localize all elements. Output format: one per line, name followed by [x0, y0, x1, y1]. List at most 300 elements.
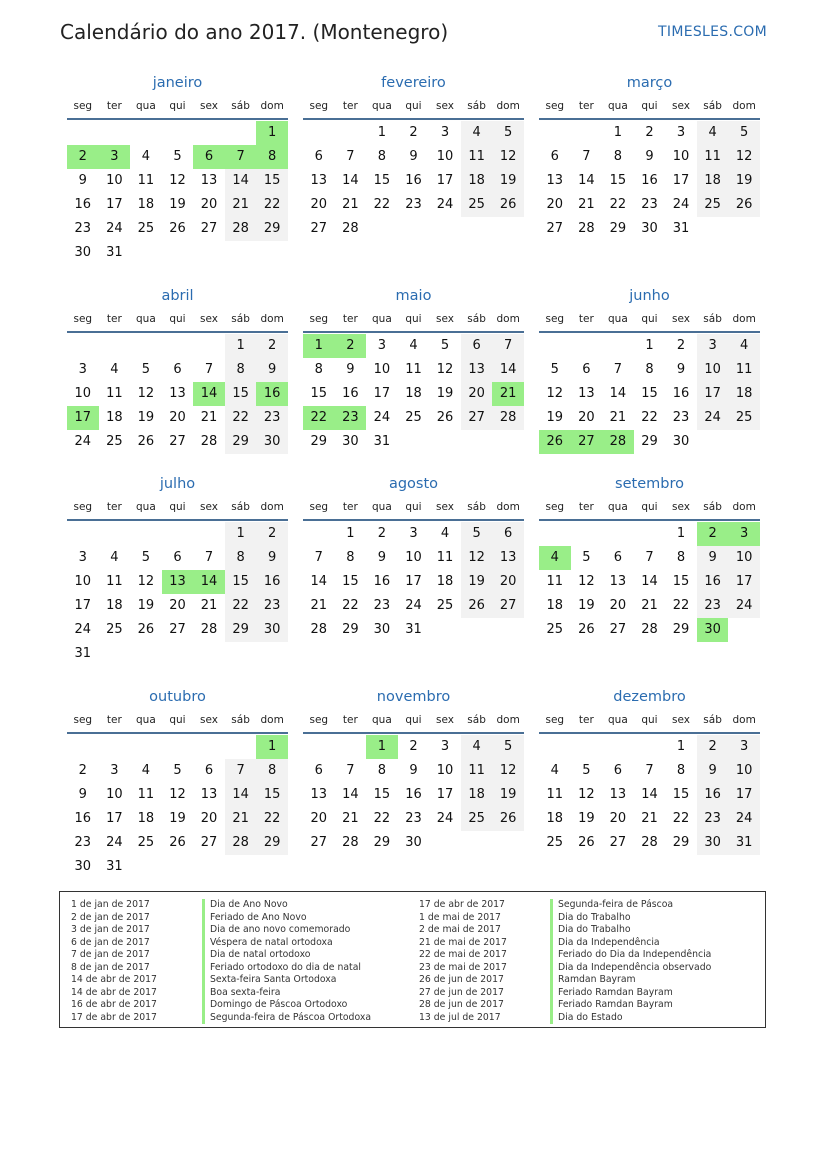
- day-cell: 17: [697, 382, 729, 406]
- day-cell: 8: [225, 546, 257, 570]
- day-cell: 9: [409, 763, 418, 778]
- month-block: [539, 473, 760, 642]
- day-cell: 20: [578, 410, 595, 425]
- day-cell: 14: [225, 169, 257, 193]
- day-cell: 11: [137, 787, 155, 802]
- legend-date: 14 de abr de 2017: [71, 986, 157, 998]
- weekday-label: sex: [200, 501, 219, 513]
- day-cell: 15: [641, 386, 658, 401]
- weekday-label: qua: [608, 501, 628, 513]
- day-cell: 9: [409, 149, 418, 164]
- empty-cell: [303, 121, 335, 145]
- empty-cell: [67, 121, 99, 145]
- weekday-label: seg: [73, 313, 93, 325]
- day-cell: 29: [373, 835, 391, 850]
- weekday-label: ter: [342, 313, 358, 325]
- weekday-label: ter: [106, 100, 122, 112]
- empty-cell: [602, 735, 634, 759]
- day-cell: 10: [436, 763, 454, 778]
- day-cell: 29: [672, 622, 690, 637]
- day-cell: 16: [641, 173, 658, 188]
- day-cell: 13: [310, 173, 328, 188]
- day-cell: 26: [492, 193, 524, 217]
- weekday-label: qua: [372, 714, 392, 726]
- day-grid: [67, 734, 288, 879]
- day-cell: 5: [173, 763, 182, 778]
- weekday-label: seg: [309, 100, 329, 112]
- day-cell: 18: [106, 598, 123, 613]
- empty-cell: [67, 735, 99, 759]
- empty-cell: [634, 735, 666, 759]
- day-cell: 16: [672, 386, 690, 401]
- day-cell: 30: [672, 434, 690, 449]
- holiday-day-cell: 1: [256, 121, 288, 145]
- weekday-label: seg: [309, 714, 329, 726]
- day-cell: 26: [169, 835, 186, 850]
- day-cell: 2: [377, 526, 387, 541]
- day-cell: 18: [546, 811, 564, 826]
- empty-cell: [67, 334, 99, 358]
- empty-cell: [539, 735, 571, 759]
- weekday-label: dom: [732, 501, 756, 513]
- day-cell: 29: [225, 618, 257, 642]
- day-cell: 19: [137, 410, 155, 425]
- day-cell: 4: [461, 735, 493, 759]
- day-cell: 19: [492, 169, 524, 193]
- day-cell: 13: [546, 173, 564, 188]
- day-cell: 13: [492, 546, 524, 570]
- day-cell: 23: [697, 594, 729, 618]
- day-cell: 27: [200, 221, 218, 236]
- holiday-day-cell: 1: [303, 334, 335, 358]
- day-cell: 26: [728, 193, 760, 217]
- holiday-day-cell: 3: [728, 522, 760, 546]
- legend-date: 2 de mai de 2017: [419, 924, 501, 935]
- day-cell: 28: [310, 622, 328, 637]
- legend-dates-column-2: [419, 899, 507, 1024]
- day-cell: 18: [137, 811, 155, 826]
- day-cell: 22: [609, 197, 627, 212]
- brand-logo-text[interactable]: TIMESLES.COM: [658, 24, 767, 40]
- weekday-label: ter: [578, 313, 594, 325]
- day-cell: 23: [74, 835, 92, 850]
- weekday-label: dom: [260, 100, 284, 112]
- day-cell: 6: [173, 362, 182, 377]
- legend-holiday-name: Feriado ortodoxo do dia de natal: [202, 962, 371, 975]
- weekday-label: sex: [200, 714, 219, 726]
- month-name: maio: [395, 288, 432, 304]
- day-cell: 5: [492, 121, 524, 145]
- day-cell: 10: [373, 362, 391, 377]
- day-cell: 26: [578, 835, 595, 850]
- empty-cell: [303, 735, 335, 759]
- day-cell: 3: [728, 735, 760, 759]
- day-grid: [539, 521, 760, 642]
- weekday-label: qua: [372, 501, 392, 513]
- month-name: fevereiro: [381, 75, 446, 91]
- day-cell: 18: [405, 386, 422, 401]
- day-cell: 1: [377, 125, 387, 140]
- weekday-label: qui: [405, 313, 422, 325]
- day-cell: 5: [582, 763, 591, 778]
- day-cell: 17: [106, 811, 123, 826]
- holiday-day-cell: 28: [602, 430, 634, 454]
- weekday-label: dom: [496, 714, 520, 726]
- empty-cell: [571, 522, 603, 546]
- day-cell: 10: [106, 173, 123, 188]
- weekday-label: sex: [672, 501, 691, 513]
- day-cell: 1: [676, 526, 686, 541]
- day-cell: 1: [613, 125, 623, 140]
- weekday-label: sáb: [703, 501, 722, 513]
- weekday-label: qua: [136, 714, 156, 726]
- day-cell: 4: [141, 149, 151, 164]
- day-cell: 25: [546, 622, 564, 637]
- holiday-day-cell: 3: [99, 145, 131, 169]
- legend-date: 6 de jan de 2017: [71, 936, 150, 948]
- legend-holiday-name: Segunda-feira de Páscoa Ortodoxa: [202, 1012, 371, 1025]
- day-cell: 12: [436, 362, 454, 377]
- day-cell: 5: [492, 735, 524, 759]
- weekday-header: [303, 708, 524, 734]
- holiday-day-cell: 2: [335, 334, 367, 358]
- month-block: [303, 686, 524, 855]
- day-cell: 12: [137, 574, 155, 589]
- day-cell: 22: [256, 807, 288, 831]
- day-cell: 31: [106, 245, 123, 260]
- day-cell: 15: [672, 574, 690, 589]
- weekday-label: sáb: [231, 714, 250, 726]
- empty-cell: [539, 121, 571, 145]
- day-grid: [67, 521, 288, 666]
- empty-cell: [539, 522, 571, 546]
- day-cell: 19: [728, 169, 760, 193]
- legend-date: 8 de jan de 2017: [71, 961, 150, 973]
- day-cell: 9: [346, 362, 355, 377]
- empty-cell: [634, 522, 666, 546]
- empty-cell: [99, 522, 131, 546]
- day-cell: 23: [74, 221, 92, 236]
- day-cell: 28: [342, 221, 359, 236]
- day-cell: 6: [314, 763, 323, 778]
- day-cell: 2: [676, 338, 686, 353]
- day-cell: 27: [492, 594, 524, 618]
- day-cell: 24: [436, 197, 454, 212]
- day-cell: 9: [256, 358, 288, 382]
- legend-date: 3 de jan de 2017: [71, 924, 150, 935]
- day-cell: 11: [461, 145, 493, 169]
- weekday-label: sex: [672, 313, 691, 325]
- day-cell: 4: [697, 121, 729, 145]
- day-cell: 27: [461, 406, 493, 430]
- day-cell: 15: [225, 382, 257, 406]
- day-cell: 11: [106, 574, 123, 589]
- day-cell: 26: [169, 221, 186, 236]
- day-cell: 8: [377, 763, 387, 778]
- day-cell: 24: [436, 811, 454, 826]
- weekday-label: sáb: [467, 501, 486, 513]
- month-block: [67, 473, 288, 666]
- day-cell: 8: [645, 362, 654, 377]
- day-cell: 2: [78, 763, 87, 778]
- day-grid: [539, 120, 760, 241]
- weekday-label: sex: [436, 714, 455, 726]
- legend-dates-column-1: [71, 899, 157, 1024]
- day-cell: 26: [436, 410, 454, 425]
- day-cell: 9: [78, 787, 87, 802]
- legend-holiday-name: Dia de ano novo comemorado: [202, 924, 371, 937]
- holiday-day-cell: 30: [697, 618, 729, 642]
- day-cell: 17: [405, 574, 422, 589]
- weekday-label: sex: [436, 501, 455, 513]
- holiday-day-cell: 26: [539, 430, 571, 454]
- day-grid: [539, 734, 760, 855]
- day-cell: 15: [373, 787, 391, 802]
- day-cell: 19: [169, 811, 186, 826]
- weekday-label: dom: [496, 313, 520, 325]
- weekday-label: qui: [641, 501, 658, 513]
- legend-holiday-name: Ramdan Bayram: [550, 974, 711, 987]
- weekday-header: [539, 495, 760, 521]
- empty-cell: [571, 121, 603, 145]
- holiday-day-cell: 8: [256, 145, 288, 169]
- day-cell: 18: [436, 574, 454, 589]
- day-cell: 10: [436, 149, 454, 164]
- day-cell: 16: [342, 386, 359, 401]
- holiday-day-cell: 14: [193, 570, 225, 594]
- day-cell: 3: [440, 739, 450, 754]
- day-cell: 16: [256, 570, 288, 594]
- weekday-label: seg: [73, 100, 93, 112]
- day-cell: 11: [461, 759, 493, 783]
- day-cell: 28: [225, 831, 257, 855]
- empty-cell: [99, 121, 131, 145]
- legend-date: 14 de abr de 2017: [71, 974, 157, 985]
- month-name: setembro: [615, 476, 684, 492]
- day-cell: 7: [346, 149, 355, 164]
- weekday-label: dom: [732, 313, 756, 325]
- day-grid: [303, 120, 524, 241]
- month-name: novembro: [376, 689, 451, 705]
- day-cell: 27: [169, 434, 186, 449]
- empty-cell: [193, 735, 225, 759]
- day-cell: 28: [641, 622, 658, 637]
- legend-holiday-name: Feriado Ramdan Bayram: [550, 987, 711, 1000]
- day-cell: 18: [106, 410, 123, 425]
- holiday-day-cell: 6: [193, 145, 225, 169]
- page-title: Calendário do ano 2017. (Montenegro): [60, 20, 449, 44]
- weekday-label: ter: [106, 313, 122, 325]
- weekday-label: sáb: [231, 100, 250, 112]
- legend-date: 21 de mai de 2017: [419, 936, 507, 948]
- weekday-label: qua: [136, 501, 156, 513]
- legend-holiday-name: Dia da Independência: [550, 937, 711, 950]
- weekday-label: qua: [136, 313, 156, 325]
- day-cell: 21: [200, 598, 218, 613]
- legend-holiday-name: Dia de natal ortodoxo: [202, 949, 371, 962]
- day-cell: 2: [256, 522, 288, 546]
- day-cell: 5: [728, 121, 760, 145]
- empty-cell: [130, 522, 162, 546]
- month-name: janeiro: [152, 75, 203, 91]
- day-cell: 7: [645, 550, 654, 565]
- day-cell: 23: [405, 197, 422, 212]
- day-cell: 25: [137, 221, 155, 236]
- day-cell: 22: [225, 406, 257, 430]
- day-cell: 4: [110, 362, 119, 377]
- legend-date: 7 de jan de 2017: [71, 949, 150, 960]
- day-cell: 17: [672, 173, 690, 188]
- day-cell: 31: [373, 434, 391, 449]
- day-cell: 12: [578, 574, 595, 589]
- day-cell: 16: [74, 197, 92, 212]
- holiday-day-cell: 16: [256, 382, 288, 406]
- day-cell: 14: [310, 574, 328, 589]
- weekday-label: qui: [405, 501, 422, 513]
- day-cell: 21: [310, 598, 328, 613]
- day-cell: 13: [609, 787, 627, 802]
- empty-cell: [193, 522, 225, 546]
- empty-cell: [162, 735, 194, 759]
- day-cell: 3: [78, 550, 87, 565]
- day-cell: 12: [169, 787, 186, 802]
- day-cell: 24: [373, 410, 391, 425]
- holiday-day-cell: 14: [193, 382, 225, 406]
- day-cell: 8: [613, 149, 623, 164]
- day-cell: 30: [697, 831, 729, 855]
- day-cell: 2: [645, 125, 654, 140]
- weekday-label: sex: [672, 100, 691, 112]
- day-cell: 13: [578, 386, 595, 401]
- weekday-label: dom: [496, 100, 520, 112]
- day-cell: 23: [373, 598, 391, 613]
- day-cell: 6: [582, 362, 591, 377]
- weekday-label: dom: [496, 501, 520, 513]
- day-cell: 7: [346, 763, 355, 778]
- month-name: julho: [159, 476, 196, 492]
- day-cell: 25: [137, 835, 155, 850]
- day-cell: 27: [310, 835, 328, 850]
- day-cell: 27: [609, 622, 627, 637]
- weekday-label: dom: [260, 501, 284, 513]
- day-cell: 12: [546, 386, 564, 401]
- legend-names-column-2: [550, 899, 711, 1024]
- empty-cell: [193, 121, 225, 145]
- day-cell: 4: [141, 763, 151, 778]
- weekday-label: sáb: [231, 501, 250, 513]
- day-cell: 21: [641, 598, 658, 613]
- day-cell: 16: [697, 783, 729, 807]
- day-cell: 9: [377, 550, 387, 565]
- day-cell: 6: [492, 522, 524, 546]
- month-block: [67, 686, 288, 879]
- day-cell: 7: [314, 550, 323, 565]
- day-cell: 6: [204, 763, 214, 778]
- weekday-label: qui: [169, 100, 186, 112]
- day-cell: 5: [582, 550, 591, 565]
- legend-holiday-name: Boa sexta-feira: [202, 987, 371, 1000]
- weekday-label: qua: [136, 100, 156, 112]
- day-cell: 7: [613, 362, 623, 377]
- day-cell: 10: [106, 787, 123, 802]
- day-cell: 24: [74, 434, 92, 449]
- empty-cell: [571, 334, 603, 358]
- month-block: [67, 285, 288, 454]
- month-block: [303, 473, 524, 642]
- holiday-day-cell: 1: [366, 735, 398, 759]
- legend-date: 26 de jun de 2017: [419, 974, 504, 985]
- day-cell: 11: [405, 362, 422, 377]
- day-cell: 6: [613, 763, 623, 778]
- legend-holiday-name: Dia de Ano Novo: [202, 899, 371, 912]
- day-cell: 14: [641, 787, 658, 802]
- day-cell: 19: [436, 386, 454, 401]
- day-cell: 29: [641, 434, 658, 449]
- weekday-label: seg: [309, 501, 329, 513]
- weekday-label: ter: [578, 501, 594, 513]
- weekday-label: sáb: [467, 714, 486, 726]
- day-cell: 17: [728, 783, 760, 807]
- day-cell: 25: [461, 807, 493, 831]
- empty-cell: [67, 522, 99, 546]
- day-cell: 6: [314, 149, 323, 164]
- empty-cell: [130, 735, 162, 759]
- day-cell: 16: [697, 570, 729, 594]
- day-cell: 16: [74, 811, 92, 826]
- weekday-header: [539, 708, 760, 734]
- day-cell: 6: [550, 149, 559, 164]
- day-cell: 21: [200, 410, 218, 425]
- month-block: [303, 72, 524, 241]
- legend-holiday-name: Dia da Independência observado: [550, 962, 711, 975]
- weekday-label: sáb: [467, 100, 486, 112]
- day-cell: 19: [578, 598, 595, 613]
- day-cell: 31: [405, 622, 422, 637]
- day-cell: 12: [492, 145, 524, 169]
- day-cell: 10: [74, 574, 92, 589]
- month-name: março: [626, 75, 673, 91]
- day-cell: 5: [550, 362, 559, 377]
- day-cell: 21: [342, 197, 359, 212]
- day-cell: 3: [110, 763, 119, 778]
- day-cell: 24: [728, 594, 760, 618]
- day-cell: 23: [641, 197, 658, 212]
- day-cell: 24: [74, 622, 92, 637]
- day-cell: 24: [672, 197, 690, 212]
- holiday-day-cell: 7: [225, 145, 257, 169]
- day-cell: 11: [137, 173, 155, 188]
- legend-holiday-name: Feriado de Ano Novo: [202, 912, 371, 925]
- day-cell: 13: [461, 358, 493, 382]
- weekday-label: seg: [545, 313, 565, 325]
- day-cell: 27: [609, 835, 627, 850]
- day-cell: 4: [550, 763, 559, 778]
- day-cell: 30: [74, 245, 92, 260]
- day-cell: 7: [204, 362, 214, 377]
- day-cell: 8: [256, 759, 288, 783]
- day-cell: 8: [314, 362, 323, 377]
- weekday-label: qui: [169, 313, 186, 325]
- day-cell: 29: [310, 434, 328, 449]
- day-cell: 28: [225, 217, 257, 241]
- day-cell: 16: [405, 787, 422, 802]
- day-cell: 15: [256, 169, 288, 193]
- day-cell: 26: [137, 434, 155, 449]
- weekday-label: ter: [342, 714, 358, 726]
- legend-holiday-name: Dia do Trabalho: [550, 924, 711, 937]
- empty-cell: [225, 735, 257, 759]
- day-cell: 21: [609, 410, 627, 425]
